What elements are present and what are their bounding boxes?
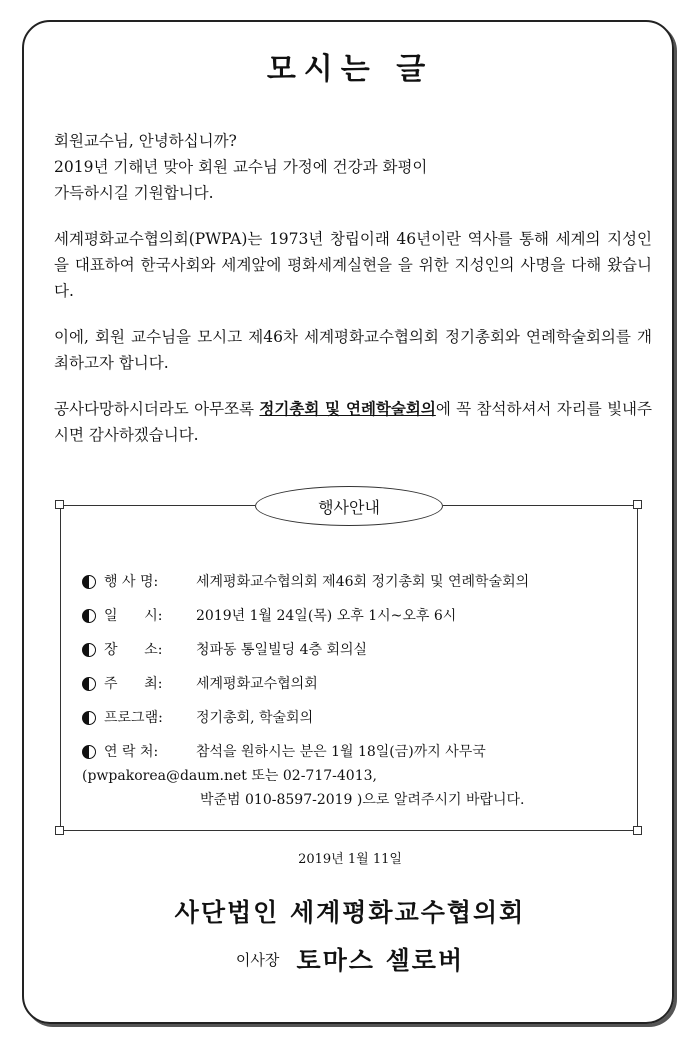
greeting-line: 회원교수님, 안녕하십니까? <box>54 132 237 150</box>
event-item-label: 연 락 처: <box>104 744 159 760</box>
event-item <box>82 572 622 592</box>
request-text: 공사다망하시더라도 아무쪼록 <box>54 400 260 418</box>
box-bottom-border <box>60 830 638 831</box>
greeting-line: 2019년 기해년 맞아 회원 교수님 가정에 건강과 화평이 <box>54 158 428 176</box>
paragraph-request <box>54 396 652 448</box>
event-item-label: 행 사 명: <box>104 574 159 590</box>
event-item <box>82 640 622 660</box>
event-item-value: 2019년 1월 24일(목) 오후 1시~오후 6시 <box>196 608 457 624</box>
organization-name: 사단법인 세계평화교수협의회 <box>174 898 526 927</box>
half-circle-bullet-icon <box>82 643 96 657</box>
half-circle-bullet-icon <box>82 711 96 725</box>
document-date: 2019년 1월 11일 <box>298 852 402 867</box>
event-item-value: 정기총회, 학술회의 <box>196 710 314 726</box>
box-corner <box>633 500 642 509</box>
box-top-border-right <box>443 505 638 506</box>
box-corner <box>55 500 64 509</box>
contact-line: 박준범 010-8597-2019 )으로 알려주시기 바랍니다. <box>200 792 525 808</box>
event-item-label: 주 최: <box>104 676 163 692</box>
event-item <box>82 674 622 694</box>
box-corner <box>55 826 64 835</box>
signer-name: 토마스 셀로버 <box>296 946 465 975</box>
event-item-value: 참석을 원하시는 분은 1월 18일(금)까지 사무국 <box>196 744 486 760</box>
letter-body <box>54 128 652 468</box>
event-item-value: 청파동 통일빌딩 4층 회의실 <box>196 642 368 658</box>
signer-role: 이사장 <box>235 950 280 969</box>
event-item <box>82 742 622 762</box>
request-text: 에 꼭 참석하셔서 자리를 빛내주시면 감사하겠습니다. <box>54 400 652 444</box>
box-corner <box>633 826 642 835</box>
box-top-border-left <box>60 505 255 506</box>
event-item-label: 프로그램: <box>104 710 163 726</box>
event-item <box>82 606 622 626</box>
event-info-heading: 행사안내 <box>255 486 443 526</box>
paragraph-history: 세계평화교수협의회(PWPA)는 1973년 창립이래 46년이란 역사를 통해 세계의 지성인을 대표하여 한국사회와 세계앞에 평화세계실현을 을 위한 지성인의 사명을 다해 왔습니다. <box>54 230 652 300</box>
greeting <box>54 128 652 206</box>
event-item-label: 장 소: <box>104 642 163 658</box>
event-item-label: 일 시: <box>104 608 163 624</box>
document-title: 모시는 글 <box>266 52 434 87</box>
greeting-line: 가득하시길 기원합니다. <box>54 184 214 202</box>
half-circle-bullet-icon <box>82 609 96 623</box>
half-circle-bullet-icon <box>82 575 96 589</box>
half-circle-bullet-icon <box>82 745 96 759</box>
request-underlined-text: 정기총회 및 연례학술회의 <box>259 399 436 418</box>
half-circle-bullet-icon <box>82 677 96 691</box>
paragraph-invitation: 이에, 회원 교수님을 모시고 제46차 세계평화교수협의회 정기총회와 연례학술회의를 개최하고자 합니다. <box>54 328 652 372</box>
event-item <box>82 708 622 728</box>
event-item-value: 세계평화교수협의회 제46회 정기총회 및 연례학술회의 <box>196 574 530 590</box>
event-info-list <box>82 572 622 810</box>
signature-block <box>0 941 700 977</box>
contact-line: (pwpakorea@daum.net 또는 02-717-4013, <box>82 768 377 784</box>
event-item-value: 세계평화교수협의회 <box>196 676 318 692</box>
